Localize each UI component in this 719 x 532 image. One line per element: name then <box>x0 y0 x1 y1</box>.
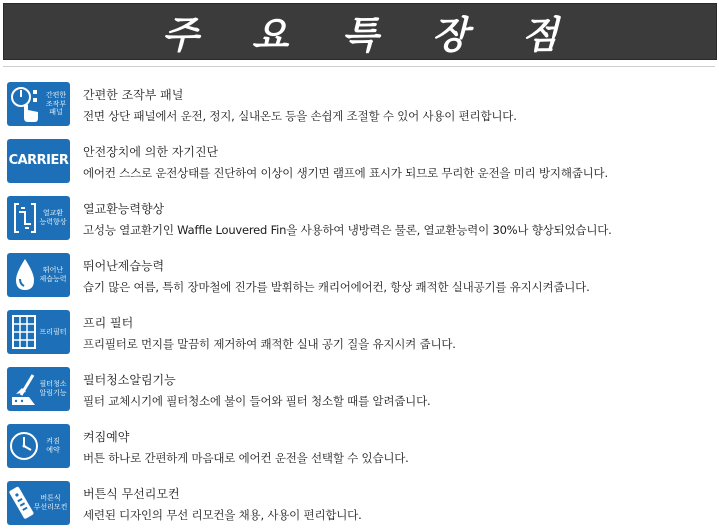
feature-title: 버튼식 무선리모컨 <box>83 487 180 501</box>
feature-item <box>0 306 719 358</box>
feature-title: 안전장치에 의한 자기진단 <box>83 145 219 159</box>
feature-description: 프리필터로 먼지를 말끔히 제거하여 쾌적한 실내 공기 질을 유지시켜 줍니다. <box>83 337 456 351</box>
icon-label: 열교환 능력향상 <box>39 209 67 226</box>
filter-cleaning-icon <box>7 367 70 411</box>
icon-label: 간편한 조작부 패널 <box>45 91 67 116</box>
feature-item <box>0 420 719 472</box>
feature-description: 에어컨 스스로 운전상태를 진단하여 이상이 생기면 램프에 표시가 되므로 무리한 운전을 미리 방지해줍니다. <box>83 166 608 180</box>
banner <box>3 3 717 60</box>
divider <box>3 66 715 67</box>
feature-description: 습기 많은 여름, 특히 장마철에 진가를 발휘하는 캐리어에어컨, 항상 쾌적한 실내공기를 유지시켜줍니다. <box>83 280 590 294</box>
heat-exchange-icon <box>7 196 70 240</box>
feature-item <box>0 249 719 301</box>
feature-item <box>0 135 719 187</box>
icon-label: 뛰어난 제습능력 <box>39 266 67 283</box>
carrier-logo-icon <box>7 139 70 183</box>
filter-grid-icon <box>7 310 70 354</box>
feature-title: 간편한 조작부 패널 <box>83 88 184 102</box>
feature-item <box>0 78 719 130</box>
feature-title: 켜짐예약 <box>83 430 130 444</box>
icon-label: 필터청소 알림기능 <box>39 380 67 397</box>
feature-description: 필터 교체시기에 필터청소에 불이 들어와 필터 청소할 때를 알려줍니다. <box>83 394 431 408</box>
feature-title: 필터청소알림기능 <box>83 373 176 387</box>
feature-item <box>0 192 719 244</box>
feature-title: 뛰어난제습능력 <box>83 259 165 273</box>
icon-label: 버튼식 무선리모컨 <box>33 494 68 511</box>
feature-description: 전면 상단 패널에서 운전, 정지, 실내온도 등을 손쉽게 조절할 수 있어 사용이 편리합니다. <box>83 109 517 123</box>
remote-control-icon <box>7 481 70 525</box>
icon-label: 프리필터 <box>39 328 67 336</box>
icon-label: 켜짐 예약 <box>46 437 60 454</box>
feature-description: 고성능 열교환기인 Waffle Louvered Fin을 사용하여 냉방력은 물론, 열교환능력이 30%나 향상되었습니다. <box>83 223 612 237</box>
water-drop-icon <box>7 253 70 297</box>
banner-title: 주 요 특 장 점 <box>161 13 579 57</box>
clock-icon <box>7 424 70 468</box>
feature-description: 버튼 하나로 간편하게 마음대로 에어컨 운전을 선택할 수 있습니다. <box>83 451 409 465</box>
carrier-logo-text: CARRIER <box>8 153 69 168</box>
feature-description: 세련된 디자인의 무선 리모컨을 채용, 사용이 편리합니다. <box>83 508 362 522</box>
feature-item <box>0 363 719 415</box>
feature-title: 열교환능력향상 <box>83 202 165 216</box>
feature-item <box>0 477 719 529</box>
touch-panel-icon <box>7 82 70 126</box>
feature-title: 프리 필터 <box>83 316 134 330</box>
